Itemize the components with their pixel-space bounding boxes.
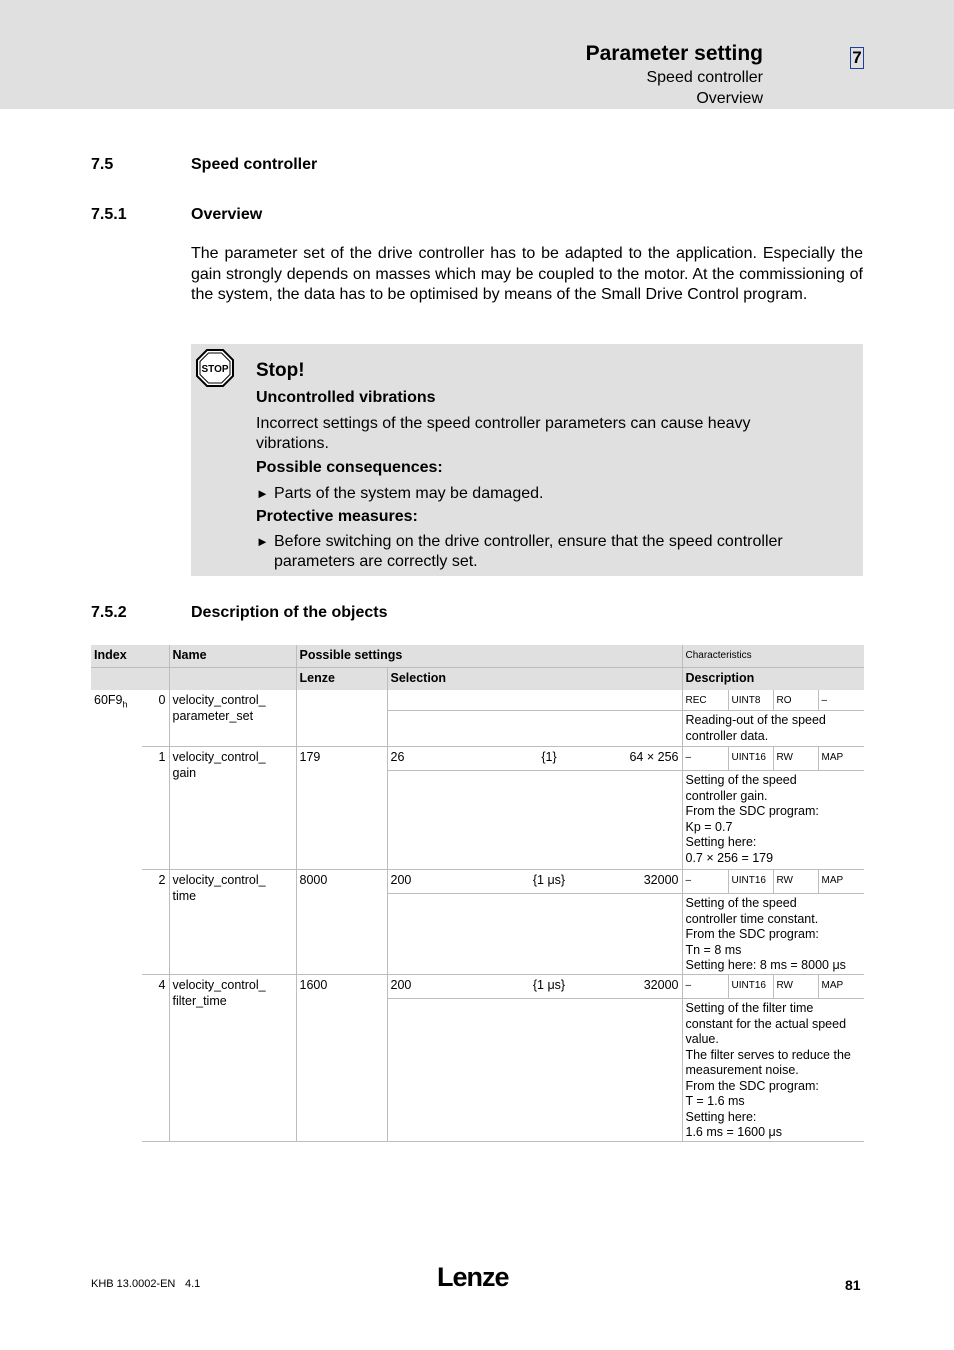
subsection-number: 7.5.1 — [91, 206, 127, 223]
stop-heading: Uncontrolled vibrations — [256, 389, 436, 406]
page-header-subtitle: Speed controller — [646, 69, 763, 86]
lenze-cell: 1600 — [296, 975, 387, 1142]
name-cell: velocity_control_ gain — [169, 747, 296, 870]
header-index: Index — [91, 645, 169, 668]
subsection-title: Overview — [191, 206, 263, 223]
description-cell: Setting of the speed controller gain. From the SDC program: Kp = 0.7 Setting here: 0.7 × 256 = 179 — [682, 771, 864, 870]
description-cell: Reading-out of the speed controller data. — [682, 711, 864, 747]
lenze-cell: 179 — [296, 747, 387, 870]
bullet-arrow-icon: ► — [256, 534, 269, 549]
stop-title: Stop! — [256, 360, 305, 381]
selection-min: 26 — [387, 747, 499, 771]
stop-icon-text: STOP — [201, 364, 229, 375]
selection-min: 200 — [387, 870, 499, 894]
section-number: 7.5 — [91, 156, 114, 173]
name-cell: velocity_control_ time — [169, 870, 296, 975]
selection-unit: {1 μs} — [499, 975, 599, 999]
description-cell: Setting of the filter time constant for the actual speed value. The filter serves to reduce the measurement noise. From the SDC program: T = 1.6 ms Setting here: 1.6 ms = 1600 μs — [682, 999, 864, 1142]
name-cell: velocity_control_ filter_time — [169, 975, 296, 1142]
page-header-subtitle-2: Overview — [696, 90, 763, 107]
table-row: $60F9_h$ 0 velocity_control_ parameter_set REC UINT8 RO – — [91, 690, 864, 711]
header-lenze: Lenze — [296, 668, 387, 691]
subsection-title: Description of the objects — [191, 604, 388, 621]
lenze-logo: Lenze — [437, 1262, 509, 1292]
measure-text: Before switching on the drive controller, ensure that the speed controller parameters are correctly set. — [274, 533, 783, 570]
name-cell: velocity_control_ parameter_set — [169, 690, 296, 747]
chapter-number-link[interactable]: 7 — [850, 47, 864, 69]
header-characteristics: Characteristics — [682, 645, 864, 668]
stop-text: Incorrect settings of the speed controller parameters can cause heavy vibrations. — [256, 415, 751, 452]
stop-warning-box — [191, 344, 863, 576]
header-description: Description — [682, 668, 864, 691]
bullet-arrow-icon: ► — [256, 486, 269, 501]
table-row: 4 velocity_control_ filter_time 1600 200 {1 μs} 32000 – UINT16 RW MAP — [91, 975, 864, 999]
selection-max: 64 × 256 — [599, 747, 682, 771]
subindex-cell: 0 — [142, 690, 169, 747]
object-description-table — [91, 645, 864, 1142]
selection-cell — [387, 690, 682, 711]
subsection-number: 7.5.2 — [91, 604, 127, 621]
table-header-row — [91, 645, 864, 668]
document-version: 4.1 — [185, 1278, 201, 1290]
measures-label: Protective measures: — [256, 508, 418, 525]
header-band — [0, 0, 954, 109]
table-subheader-row — [91, 668, 864, 691]
header-possible-settings: Possible settings — [296, 645, 682, 668]
page-header-title: Parameter setting — [585, 42, 763, 65]
stop-sign-icon — [196, 349, 234, 387]
subindex-cell: 1 — [142, 747, 169, 870]
description-cell: Setting of the speed controller time constant. From the SDC program: Tn = 8 ms Setting here: 8 ms = 8000 μs — [682, 894, 864, 975]
document-number: KHB 13.0002-EN — [91, 1278, 176, 1290]
subindex-cell: 4 — [142, 975, 169, 1142]
intro-paragraph: The parameter set of the drive controller has to be adapted to the application. Especially the gain strongly depends on masses which may be coupled to the motor. At the commissioning of the system, the data has to be optimised by means of the Small Drive Control program. — [191, 245, 863, 304]
header-name: Name — [169, 645, 296, 668]
consequences-label: Possible consequences: — [256, 459, 443, 476]
selection-unit: {1 μs} — [499, 870, 599, 894]
page-number: 81 — [845, 1277, 861, 1293]
subindex-cell: 2 — [142, 870, 169, 975]
consequence-text: Parts of the system may be damaged. — [274, 485, 544, 502]
selection-max: 32000 — [599, 870, 682, 894]
table-row: 1 velocity_control_ gain 179 26 {1} 64 × 256 – UINT16 RW MAP — [91, 747, 864, 771]
selection-min: 200 — [387, 975, 499, 999]
selection-unit: {1} — [499, 747, 599, 771]
lenze-cell — [296, 690, 387, 747]
index-cell: $60F9_h$ — [94, 693, 128, 710]
table-row: 2 velocity_control_ time 8000 200 {1 μs} 32000 – UINT16 RW MAP — [91, 870, 864, 894]
selection-max: 32000 — [599, 975, 682, 999]
lenze-cell: 8000 — [296, 870, 387, 975]
header-selection: Selection — [387, 668, 682, 691]
section-title: Speed controller — [191, 156, 318, 173]
